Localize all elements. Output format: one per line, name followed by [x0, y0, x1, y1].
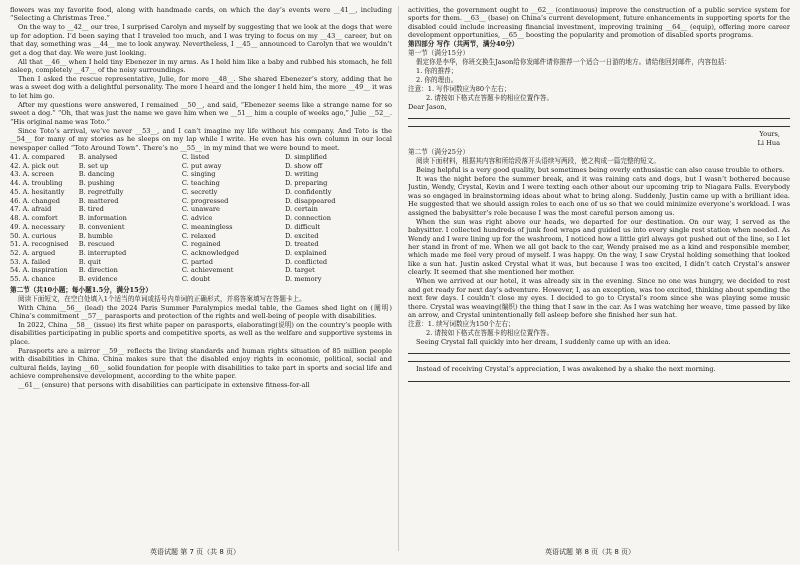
- writing-line: [408, 126, 790, 127]
- option: C. acknowledged: [181, 249, 239, 258]
- page-footer: 英语试题 第 7 页（共 8 页）: [150, 548, 241, 556]
- letter-closing: Yours,: [759, 130, 780, 139]
- option: D. certain: [285, 205, 318, 214]
- option: B. direction: [78, 266, 118, 275]
- option: C. advice: [181, 214, 213, 223]
- writing-line: [408, 118, 790, 119]
- passage-paragraph: In 2022, China __58__ (issue) its first white paper on parasports, elaborating(说明) on the country’s people with disabilities participating in public sports and competitive sports, as well as the welfare and supportive systems in place.: [10, 320, 392, 346]
- prompt-point: 2. 你的理由。: [416, 76, 458, 84]
- option: C. listed: [181, 152, 210, 161]
- note: 注意：1. 写作词数应为80个左右；: [408, 84, 511, 93]
- section-heading: 第二节（共10小题；每小题1.5分，满分15分）: [10, 285, 152, 294]
- prompt-point: 1. 你的推荐；: [416, 67, 458, 76]
- option: C. singing: [181, 170, 216, 179]
- section-instruction: 阅读下面短文，在空白处填入1个适当的单词或括号内单词的正确形式，并将答案填写在答题卡上。: [18, 294, 306, 303]
- option: C. parted: [181, 257, 213, 266]
- section-instruction: 阅读下面材料，根据其内容和所给段落开头语续写两段，使之构成一篇完整的短文。: [416, 157, 660, 166]
- option: D. writing: [285, 170, 319, 179]
- option: 47. A. afraid: [10, 205, 52, 214]
- option: D. show off: [285, 161, 323, 170]
- passage-paragraph: __61__ (ensure) that persons with disabilities can participate in extensive fitness-for-all: [18, 380, 310, 389]
- option: D. disappeared: [285, 196, 336, 205]
- option: C. unaware: [181, 205, 220, 214]
- option: B. analysed: [78, 152, 118, 161]
- option: D. preparing: [285, 179, 328, 188]
- option: 46. A. changed: [10, 196, 60, 205]
- option: D. explained: [285, 249, 327, 258]
- option: D. treated: [285, 240, 319, 249]
- passage-paragraph: activities, the government ought to __62__ (continuous) improve the construction of a public service system for sports for them. __63__ (base) on China’s current development, future enhancements in supporting sports for the disabled could include increasing financial investment, improving training __64__ (equip), offering more career development opportunities, __65__ boosting the popularity and promotion of disabled sports programs.: [408, 6, 790, 40]
- story-paragraph: It was the night before the summer break, and it was raining cats and dogs, but I wasn’t bothered because Justin, Wendy, Crystal, Kevin and I were texting each other about our upcoming trip to Niagara Falls. Everybody was so engaged in brainstorming ideas about what to bring along. Suddenly, Justin came up with a brilliant idea. He suggested that we should assign roles to each one of us so that we could minimize everyone’s workload. I was assigned the babysitter’s role because I was the most careful person among us.: [408, 174, 790, 217]
- writing-line: [408, 353, 790, 354]
- note: 2. 请按如下格式在答题卡的相应位置作答。: [426, 93, 554, 102]
- option: 41. A. compared: [10, 152, 65, 161]
- story-paragraph: When the sun was right above our heads, we departed for our destination. On our way, I served as the babysitter. I collected hundreds of junk food wraps and guided us into every single rest station when needed. As Wendy and I were lining up for the washroom, I noticed how a little girl always got pushed out of the line, so I let her stand in front of me. When we all got back to the car, Wendy praised me as a kind and responsible member, which made me feel very proud of myself. I was happy. On the way, I saw Crystal holding something that looked like a sun hat. Justin asked Crystal what it was, but because I was too excited, I didn’t catch Crystal’s answer clearly. It seemed that she mentioned her mother.: [408, 217, 790, 277]
- writing-line: [408, 361, 790, 362]
- option: 53. A. failed: [10, 257, 51, 266]
- section-heading: 第二节（满分25分）: [408, 148, 470, 157]
- option: 54. A. inspiration: [10, 266, 68, 275]
- option: C. meaningless: [181, 222, 233, 231]
- writing-line: [408, 381, 790, 382]
- option: 55. A. chance: [10, 275, 56, 284]
- letter-signature: Li Hua: [757, 139, 780, 148]
- note: 注意：1. 续写词数应为150个左右；: [408, 319, 515, 328]
- continuation-prompt: Instead of receiving Crystal’s appreciation, I was awakened by a shake the next morning.: [416, 365, 716, 374]
- option: C. relaxed: [181, 231, 216, 240]
- passage-paragraph: On the way to __42__ our tree, I surprised Carolyn and myself by suggesting that we look at the dogs that were up for adoption. I’d been saying that I traveled too much, and I was trying to focus on my __43__ career, but on that day, something was __44__ me to look anyway. Nevertheless, I __45__ announced to Carolyn that we wouldn’t get a dog that day. We were just looking.: [10, 23, 392, 57]
- option: 42. A. pick out: [10, 161, 59, 170]
- option: D. excited: [285, 231, 319, 240]
- option: 51. A. recognised: [10, 240, 69, 249]
- left-column: [10, 6, 392, 546]
- option: 48. A. comfort: [10, 214, 58, 223]
- column-divider: [398, 6, 399, 551]
- right-column: [408, 6, 790, 546]
- option: B. humble: [78, 231, 113, 240]
- page-footer: 英语试题 第 8 页（共 8 页）: [545, 548, 636, 556]
- option: B. set up: [78, 161, 109, 170]
- option: D. connection: [285, 214, 331, 223]
- option: C. secretly: [181, 187, 218, 196]
- option: B. regretfully: [78, 187, 124, 196]
- story-paragraph: When we arrived at our hotel, it was already six in the evening. Since no one was hungry, we decided to rest and get ready for next day’s adventure. However, I, as an exception, was too excited, thinking about spending the next few days. I couldn’t close my eyes. I decided to go to Crystal’s room since she was playing some music there. Crystal was weaving(编织) the thing that I saw in the car. As I was watching her weave, time passed by like an arrow, and Crystal unintentionally fell asleep before she finished her sun hat.: [408, 277, 790, 319]
- option: B. dancing: [78, 170, 115, 179]
- option: C. teaching: [181, 179, 220, 188]
- continuation-prompt: Seeing Crystal fall quickly into her dream, I suddenly came up with an idea.: [416, 337, 671, 346]
- story-paragraph: Being helpful is a very good quality, but sometimes being overly enthusiastic can also cause trouble to others.: [416, 166, 785, 174]
- option: 52. A. argued: [10, 249, 56, 258]
- passage-paragraph: With China __56__ (lead) the 2024 Paris Summer Paralympics medal table, the Games shed light on (阐明) China’s commitment __57__ parasports and protection of the rights and well-being of people with disabilities.: [10, 303, 392, 320]
- passage-paragraph: Then I asked the rescue representative, Julie, for more __48__. She shared Ebenezer’s story, adding that he was a sweet dog with a delightful personality. The more I heard and the longer I held him, the more __49__ it was to let him go.: [10, 75, 392, 100]
- option: B. information: [78, 214, 127, 223]
- note: 2. 请按如下格式在答题卡的相应位置作答。: [426, 328, 554, 337]
- option: 44. A. troubling: [10, 179, 63, 188]
- passage-paragraph: All that __46__ when I held tiny Ebenezer in my arms. As I held him like a baby and rubbed his stomach, he fell asleep, completely __47__ of the noisy surroundings.: [10, 57, 392, 75]
- option: 45. A. hesitantly: [10, 187, 65, 196]
- option: 43. A. screen: [10, 170, 54, 179]
- option: 50. A. curious: [10, 231, 57, 240]
- passage-paragraph: Since Toto’s arrival, we’ve never __53__, and I can’t imagine my life without his company. And Toto is the __54__ for many of my stories as he sleeps on my lap while I write. He even has his own column in our local newspaper called “Toto Around Town”. There’s no __55__ in my mind that we were bound to meet.: [10, 126, 392, 152]
- option: D. confidently: [285, 187, 332, 196]
- option: C. achievement: [181, 266, 234, 275]
- option: D. target: [285, 266, 315, 275]
- option: B. tired: [78, 205, 104, 214]
- option: D. memory: [285, 275, 322, 284]
- option: B. convenient: [78, 222, 125, 231]
- option: D. conflicted: [285, 257, 328, 266]
- option: D. simplified: [285, 152, 327, 161]
- passage-paragraph: After my questions were answered, I remained __50__, and said, “Ebenezer seems like a strange name for so sweet a dog.” “Oh, that was just the name we gave him when we __51__ him a couple of weeks ago,” Julie __52__. “His original name was Toto.”: [10, 100, 392, 126]
- option: C. put away: [181, 161, 222, 170]
- part-heading: 第四部分 写作（共两节，满分40分）: [408, 40, 519, 49]
- option: B. pushing: [78, 179, 115, 188]
- option: C. progressed: [181, 196, 229, 205]
- option: B. interrupted: [78, 249, 127, 258]
- option: D. difficult: [285, 222, 321, 231]
- option: C. doubt: [181, 275, 211, 284]
- answer-options: [10, 153, 392, 284]
- option: B. mattered: [78, 196, 119, 205]
- passage-paragraph: flowers was my favorite food, along with handmade cards, on which the day’s events were __41__, including “Selecting a Christmas Tree.”: [10, 6, 392, 23]
- option: B. evidence: [78, 275, 118, 284]
- option: B. rescued: [78, 240, 115, 249]
- passage-paragraph: Parasports are a mirror __59__ reflects the living standards and human rights situation of 85 million people with disabilities in China. China makes sure that the disabled enjoy rights in economic, political, social and cultural fields, laying __60__ solid foundation for people with disabilities to take part in sports and social life and achieve comprehensive development, according to the white paper.: [10, 346, 392, 381]
- letter-salutation: Dear Jason,: [408, 102, 447, 111]
- option: B. quit: [78, 257, 102, 266]
- writing-prompt: 假定你是李华，你班交换生Jason给你发邮件请你推荐一个适合一日游的地方。请给他回封邮件，内容包括：: [416, 58, 731, 67]
- option: 49. A. necessary: [10, 222, 65, 231]
- section-heading: 第一节（满分15分）: [408, 49, 470, 58]
- option: C. regained: [181, 240, 221, 249]
